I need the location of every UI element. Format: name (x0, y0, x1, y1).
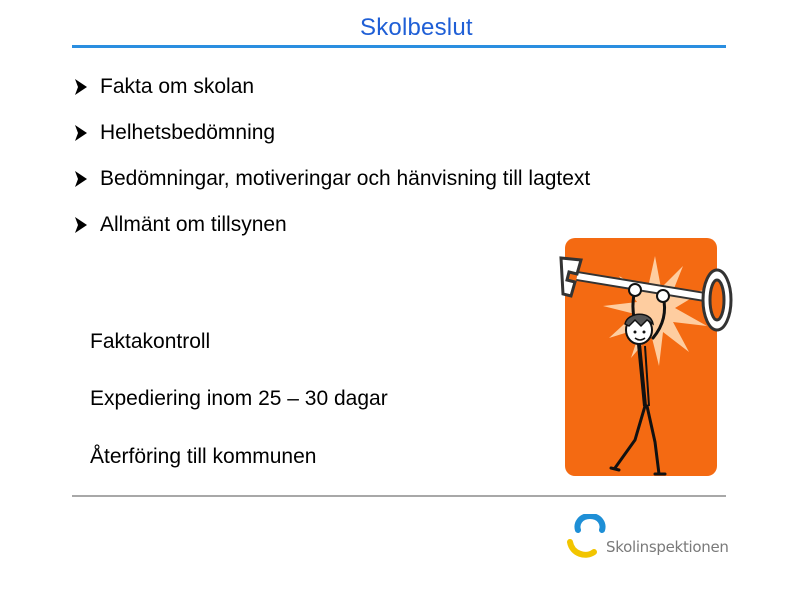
bullet-item (74, 210, 287, 240)
bullet-text: Allmänt om tillsynen (100, 213, 287, 236)
arrow-bullet-icon (74, 78, 88, 96)
title-underline (72, 45, 726, 48)
arrow-bullet-icon (74, 216, 88, 234)
logo-wordmark: Skolinspektionen (606, 538, 729, 556)
bottom-divider (72, 495, 726, 497)
slide-title: Skolbeslut (360, 14, 473, 41)
sub-item: Expediering inom 25 – 30 dagar (90, 387, 388, 410)
person-holding-key-illustration (555, 236, 735, 478)
bullet-text: Bedömningar, motiveringar och hänvisning till lagtext (100, 167, 591, 190)
bullet-item (74, 164, 590, 194)
bullet-item (74, 72, 254, 102)
skolinspektionen-logo (566, 512, 736, 564)
arrow-bullet-icon (74, 170, 88, 188)
sub-item: Återföring till kommunen (90, 445, 317, 468)
sub-item: Faktakontroll (90, 330, 211, 353)
logo-mark-icon (566, 514, 606, 558)
arrow-bullet-icon (74, 124, 88, 142)
bullet-item (74, 118, 275, 148)
bullet-text: Helhetsbedömning (100, 121, 276, 144)
bullet-text: Fakta om skolan (100, 75, 255, 98)
